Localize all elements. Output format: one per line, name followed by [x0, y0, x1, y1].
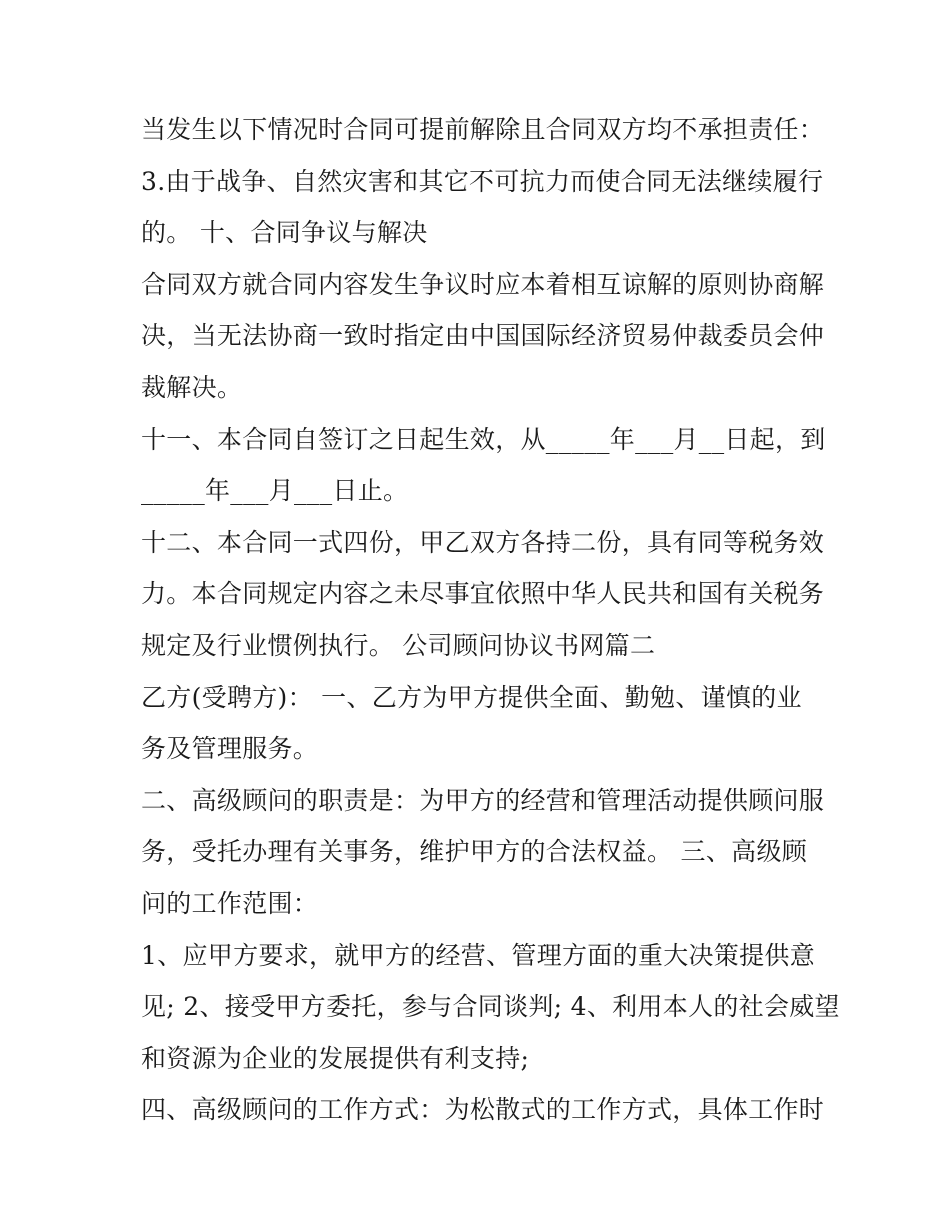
- text-line: 规定及行业惯例执行。 公司顾问协议书网篇二: [141, 630, 656, 660]
- text-line: 十二、本合同一式四份，甲乙双方各持二份，具有同等税务效: [141, 527, 825, 557]
- document-body: [141, 104, 840, 1136]
- text-line: 务，受托办理有关事务，维护甲方的合法权益。 三、高级顾: [141, 837, 808, 867]
- text-line: 1、应甲方要求，就甲方的经营、管理方面的重大决策提供意: [141, 940, 816, 970]
- text-line: 问的工作范围：: [141, 888, 319, 918]
- text-line: 二、高级顾问的职责是：为甲方的经营和管理活动提供顾问服: [141, 785, 825, 815]
- text-line: 四、高级顾问的工作方式：为松散式的工作方式，具体工作时: [141, 1095, 825, 1125]
- text-line: 十一、本合同自签订之日起生效，从_____年___月__日起，到: [141, 424, 826, 454]
- text-line: 裁解决。: [141, 372, 243, 402]
- text-line: 务及管理服务。: [141, 734, 319, 764]
- text-line: 当发生以下情况时合同可提前解除且合同双方均不承担责任：: [141, 115, 825, 144]
- text-line: 见; 2、接受甲方委托，参与合同谈判; 4、利用本人的社会威望: [141, 992, 840, 1022]
- text-line: _____年___月___日止。: [141, 476, 409, 506]
- text-line: 乙方(受聘方)： 一、乙方为甲方提供全面、勤勉、谨慎的业: [141, 682, 802, 712]
- text-line: 和资源为企业的发展提供有利支持;: [141, 1043, 530, 1073]
- text-line: 合同双方就合同内容发生争议时应本着相互谅解的原则协商解: [141, 269, 825, 299]
- text-line: 的。 十、合同争议与解决: [141, 218, 428, 248]
- text-line: 决，当无法协商一致时指定由中国国际经济贸易仲裁委员会仲: [141, 321, 825, 351]
- text-line: 3.由于战争、自然灾害和其它不可抗力而使合同无法继续履行: [141, 166, 824, 196]
- text-line: 力。本合同规定内容之未尽事宜依照中华人民共和国有关税务: [141, 579, 825, 609]
